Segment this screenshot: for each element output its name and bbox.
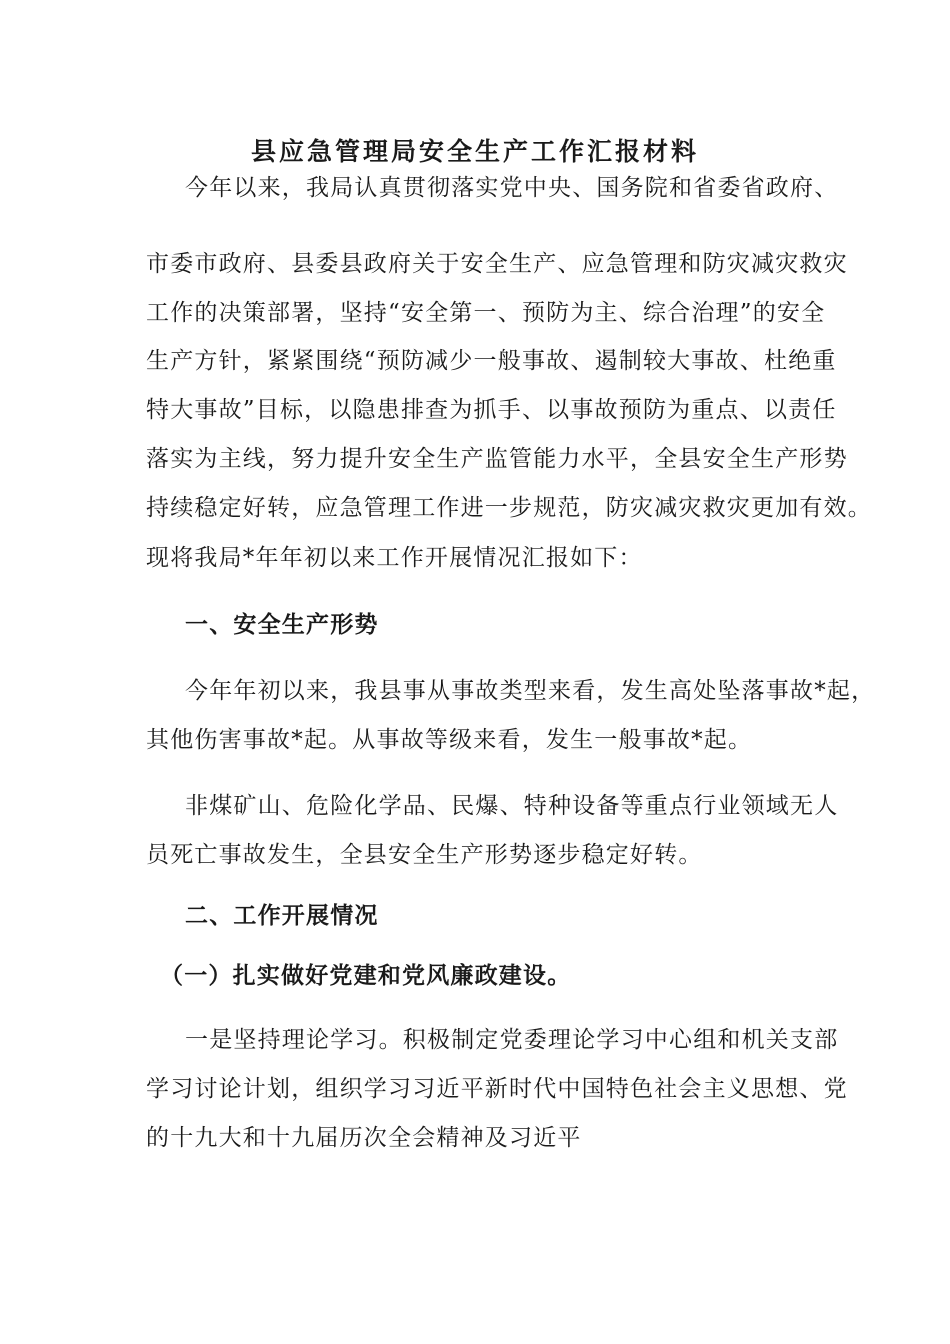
section-heading-2: 二、工作开展情况 [185, 902, 379, 929]
intro-line-4: 生产方针，紧紧围绕“预防减少一般事故、遏制较大事故、杜绝重 [146, 348, 837, 374]
document-title: 县应急管理局安全生产工作汇报材料 [250, 137, 699, 166]
subsection1-p1-line-3: 的十九大和十九届历次全会精神及习近平 [146, 1125, 582, 1151]
section1-p2-line-1: 非煤矿山、危险化学品、民爆、特种设备等重点行业领域无人 [185, 793, 839, 819]
intro-line-1: 今年以来，我局认真贯彻落实党中央、国务院和省委省政府、 [185, 175, 839, 201]
subsection-heading-1: （一）扎实做好党建和党风廉政建设。 [160, 962, 572, 989]
section1-p2-line-2: 员死亡事故发生，全县安全生产形势逐步稳定好转。 [146, 842, 703, 868]
section1-p1-line-2: 其他伤害事故*起。从事故等级来看，发生一般事故*起。 [146, 727, 753, 753]
intro-line-7: 持续稳定好转，应急管理工作进一步规范，防灾减灾救灾更加有效。 [146, 495, 872, 521]
intro-line-2: 市委市政府、县委县政府关于安全生产、应急管理和防灾减灾救灾 [146, 251, 848, 277]
intro-line-6: 落实为主线，努力提升安全生产监管能力水平，全县安全生产形势 [146, 446, 848, 472]
subsection1-p1-line-1: 一是坚持理论学习。积极制定党委理论学习中心组和机关支部 [185, 1027, 839, 1053]
intro-line-3: 工作的决策部署，坚持“安全第一、预防为主、综合治理”的安全 [146, 300, 826, 326]
intro-line-5: 特大事故”目标，以隐患排查为抓手、以事故预防为重点、以责任 [146, 397, 837, 423]
intro-line-8: 现将我局*年年初以来工作开展情况汇报如下： [146, 545, 643, 571]
section1-p1-line-1: 今年年初以来，我县事从事故类型来看，发生高处坠落事故*起， [185, 678, 876, 704]
subsection1-p1-line-2: 学习讨论计划，组织学习习近平新时代中国特色社会主义思想、党 [146, 1076, 848, 1102]
section-heading-1: 一、安全生产形势 [185, 611, 379, 638]
